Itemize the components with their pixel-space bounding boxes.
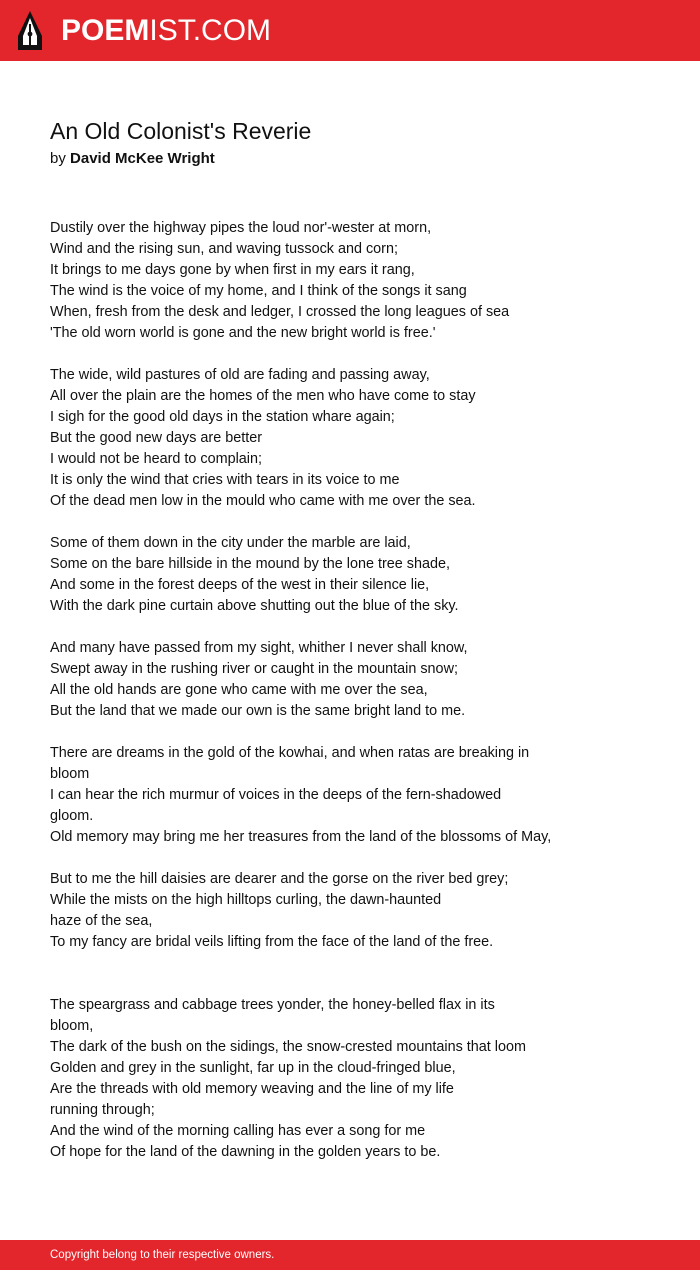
poem-line: Swept away in the rushing river or caught in the mountain snow; bbox=[50, 661, 458, 677]
poem-stanza bbox=[50, 218, 650, 344]
poem-author[interactable]: David McKee Wright bbox=[70, 150, 215, 167]
poem-line: The dark of the bush on the sidings, the snow-crested mountains that loom bbox=[50, 1039, 526, 1055]
pen-nib-icon bbox=[17, 10, 43, 52]
poem-stanza bbox=[50, 533, 650, 617]
poem-line: gloom. bbox=[50, 808, 94, 824]
poem-line: There are dreams in the gold of the kowhai, and when ratas are breaking in bbox=[50, 745, 530, 761]
poem-line: And many have passed from my sight, whither I never shall know, bbox=[50, 640, 468, 656]
poem-line: The wind is the voice of my home, and I think of the songs it sang bbox=[50, 283, 467, 299]
poem-stanza bbox=[50, 365, 650, 512]
poem-line: 'The old worn world is gone and the new bright world is free.' bbox=[50, 325, 436, 341]
copyright-notice: Copyright belong to their respective owners. bbox=[50, 1249, 275, 1261]
brand-name bbox=[61, 10, 271, 52]
poem-body bbox=[50, 218, 650, 1163]
poem-line: Golden and grey in the sunlight, far up in the cloud-fringed blue, bbox=[50, 1060, 456, 1076]
poem-line: Of the dead men low in the mould who came with me over the sea. bbox=[50, 493, 476, 509]
poem-line: I would not be heard to complain; bbox=[50, 451, 262, 467]
poem-stanza bbox=[50, 638, 650, 722]
poem-line: All over the plain are the homes of the men who have come to stay bbox=[50, 388, 476, 404]
poem-stanza bbox=[50, 743, 650, 848]
poem-line: I sigh for the good old days in the station whare again; bbox=[50, 409, 395, 425]
site-header bbox=[0, 0, 700, 61]
poem-line: But the land that we made our own is the same bright land to me. bbox=[50, 703, 466, 719]
poem-stanza bbox=[50, 995, 650, 1163]
poem-line: Some on the bare hillside in the mound by the lone tree shade, bbox=[50, 556, 451, 572]
poem-line: It brings to me days gone by when first in my ears it rang, bbox=[50, 262, 415, 278]
poem-line: running through; bbox=[50, 1102, 155, 1118]
poem-line: The speargrass and cabbage trees yonder, the honey-belled flax in its bbox=[50, 997, 495, 1013]
brand-name-light: IST.COM bbox=[149, 14, 272, 47]
poem-line: To my fancy are bridal veils lifting from the face of the land of the free. bbox=[50, 934, 494, 950]
poem-line: Old memory may bring me her treasures from the land of the blossoms of May, bbox=[50, 829, 552, 845]
poem-line: The wide, wild pastures of old are fading and passing away, bbox=[50, 367, 430, 383]
brand-name-bold: POEM bbox=[61, 14, 150, 47]
poem-line: Wind and the rising sun, and waving tussock and corn; bbox=[50, 241, 398, 257]
poem-line: Some of them down in the city under the marble are laid, bbox=[50, 535, 411, 551]
poem-line: Are the threads with old memory weaving and the line of my life bbox=[50, 1081, 454, 1097]
site-footer bbox=[0, 1240, 700, 1270]
poem-line: I can hear the rich murmur of voices in the deeps of the fern-shadowed bbox=[50, 787, 502, 803]
by-label: by bbox=[50, 150, 66, 167]
poem-line: While the mists on the high hilltops curling, the dawn-haunted bbox=[50, 892, 442, 908]
poem-line: bloom bbox=[50, 766, 90, 782]
poem-stanza bbox=[50, 869, 650, 953]
byline bbox=[50, 148, 215, 170]
poem-line: Of hope for the land of the dawning in the golden years to be. bbox=[50, 1144, 441, 1160]
poem-line: Dustily over the highway pipes the loud nor'-wester at morn, bbox=[50, 220, 432, 236]
site-logo[interactable] bbox=[17, 10, 271, 52]
poem-title: An Old Colonist's Reverie bbox=[50, 118, 312, 144]
poem-line: But to me the hill daisies are dearer and the gorse on the river bed grey; bbox=[50, 871, 509, 887]
poem-line: All the old hands are gone who came with me over the sea, bbox=[50, 682, 428, 698]
poem-line: bloom, bbox=[50, 1018, 94, 1034]
poem-line: It is only the wind that cries with tears in its voice to me bbox=[50, 472, 400, 488]
poem-line: With the dark pine curtain above shutting out the blue of the sky. bbox=[50, 598, 459, 614]
poem-line: And the wind of the morning calling has ever a song for me bbox=[50, 1123, 426, 1139]
poem-line: But the good new days are better bbox=[50, 430, 263, 446]
poem-line: haze of the sea, bbox=[50, 913, 153, 929]
poem-line: And some in the forest deeps of the west in their silence lie, bbox=[50, 577, 430, 593]
poem-line: When, fresh from the desk and ledger, I crossed the long leagues of sea bbox=[50, 304, 510, 320]
